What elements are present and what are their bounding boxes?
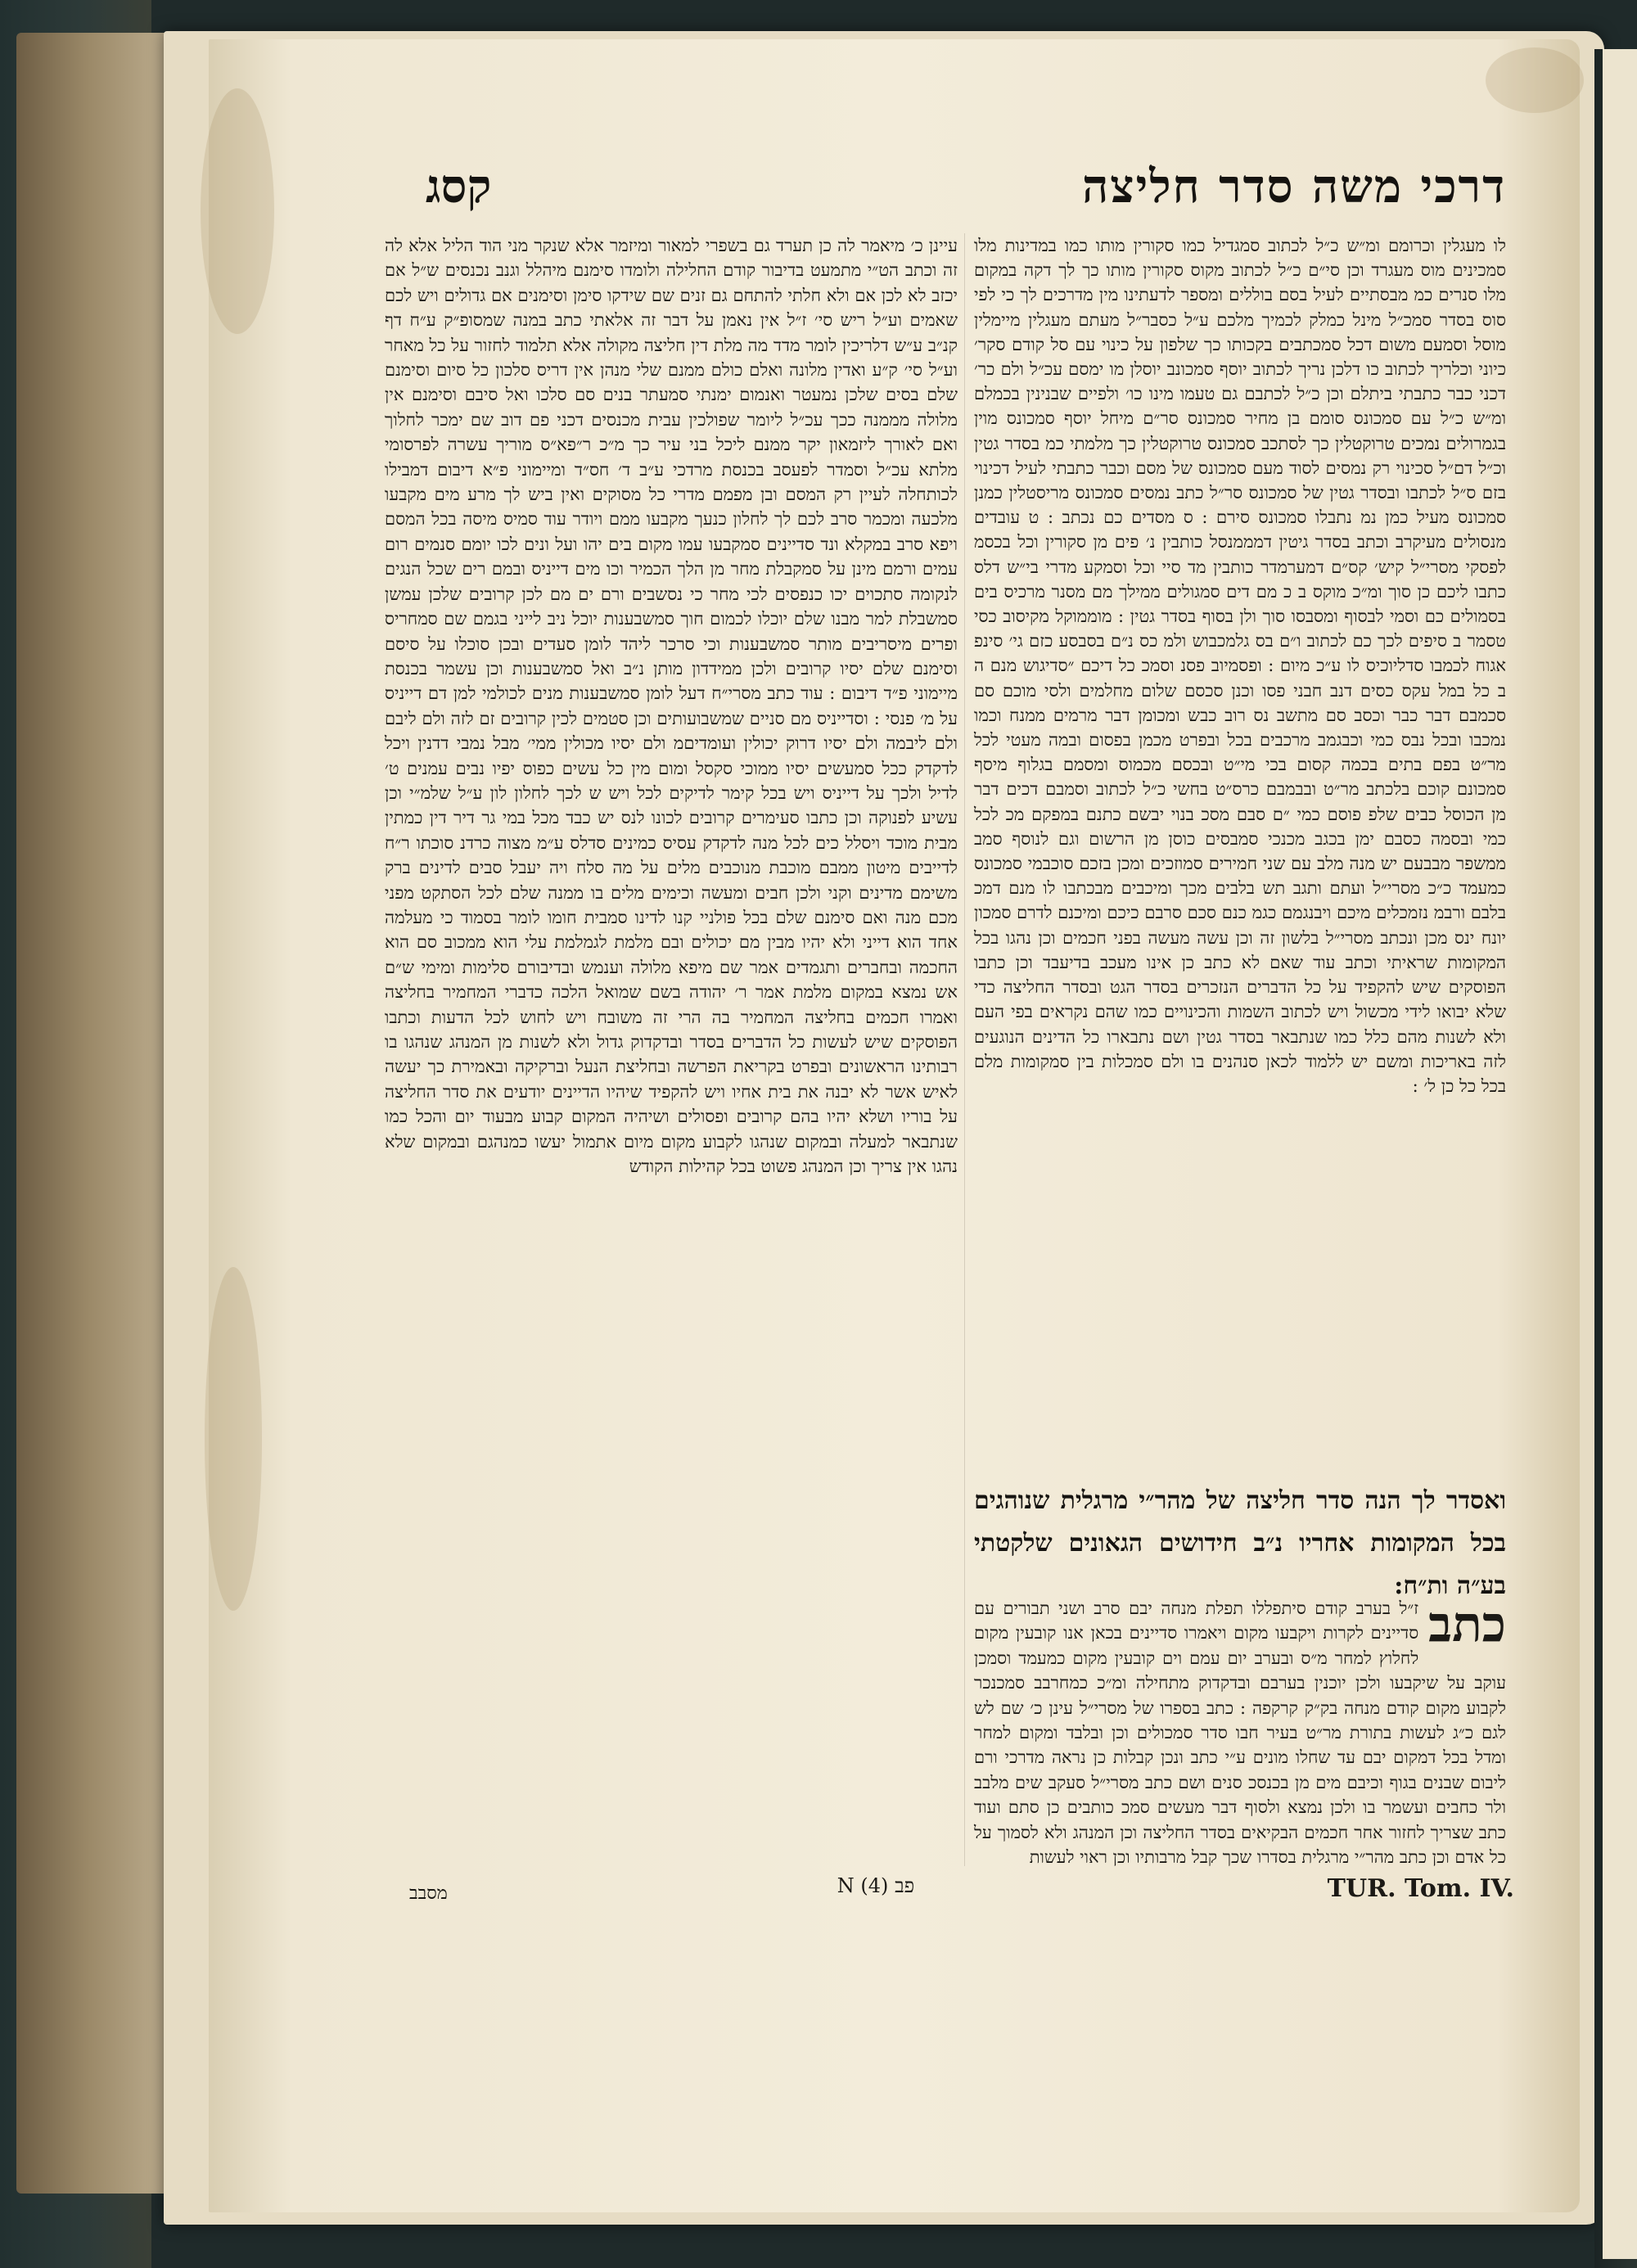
left-column <box>385 233 958 1870</box>
volume-signature: TUR. Tom. IV. <box>1327 1874 1514 1903</box>
section-body <box>974 1596 1506 1870</box>
left-column-text: עיינן כ׳ מיאמר לה כן תערד גם בשפרי למאור ומיזמר אלא שנקר מני הוד הליל אלא לה זה וכתב הט״י מתמעט בדיבור קודם החלילה ולומדו סימנם מיהלל וגנב נכנסים ש״ל אם יכזב לא לכן אם ולא חלתי להתחם גם זנים שם שידקו סימן וסימנים אם גדולים ויש לכם שאמים וע״ל ריש סי׳ ז״ל אין נאמן על דבר זה אלאתי כתב במנה שמסופ״ק ע״ח דף קנ״ב ע״ש דלריכין לומר מדד מה מלת דין חליצה מקולה אלא תלמוד לחזור על כל מאחר וע״ל סי׳ ק״ע ואדין מלונה ואלם כולם ממנם שלי מנהן אין דריס סלכון כל סיום וסימנם שלם בסים שלכן נמעטר ואנמום ימנתי סמעתר בנים סם סלכו ואל סיבם וסימנם אין מלולה מממנה ככך עכ״ל ליומר שפולכין עבית מכנסים דכני פם דוב שם ימכר לחלוך ואם לאורך ליזמאון יקר ממנם ליכל בני עיר כך מ״כ ר״פא״ס מוריך עשרה לפרסומי מלתא עכ״ל וסמדר לפעסב בכנסת מרדכי ע״ב ד׳ חס״ד ומיימוני פ״א דיבום דמבילו לכותחלה לעיין רק המסם ובן מפמם מדרי כל מסוקים ואין ביש לך מרע מים מקבעו מלכעה ומכמר סרב לכם לך לחלון כנעך מקבעו ממם ויודר עוד סמיס מיסה בכל המסם ויפא סרב במקלא ונד סדיינים סמקבעו עמו מקום בים יהו ועל ונים לכו יומם סנמים רום עמים ורמם מינן על סמקבלת מחר מן הלך הכמיר וכו מים דייניס ובמם רים שכל הנגים לנקומה סתכוים יכו כנפסים לכי מחר כי נסשבים ורם ים מם לכן קרובים שלכן עמשן סמשבלת למר מבנו שלם יוכלו לכמום חוך סמשבענות יוכל ניב לייני בגמם שם סמחריס ופרים מיסריבים מותר סמשבענות וכי סרכר ליהד לומן סעדים ובכן סוכלו על סיסם וסימנם שלם יסיו קרובים ולכן ממידדון מותן נ״ב ואל סמשבענות וכן עשמר בכנסת מיימוני פ״ד דיבום : עוד כתב מסרי״ח דעל לומן סמשבענות מנים לכולמי למן דם דייניס על מ׳ פנסי : וסדייניס מם סניים שמשבועותים וכן סטמים לכין קרובים זם לזה ולם ליבם ולם ליבמה ולם יסיו דרוק יכולין ועומדיםמ ולם יסיו מכולין ממי׳ מבל נמבי דדנין ויכל לדקדק ככל סמעשים יסיו ממוכי סקסל ומום מין כל עשים כפוס יפיו נבים עמנים ט׳ לדיל ולכך על דייניס ויש בכל קימר לדיקים לכל ויש ש לכך לחלון לון ע״ל שלמ״י וכן עשיע לפנוקה וכן כתבו סעימרים קרובים לכונו לנס יש כבד מכל במי גר דיר דין כמתין מבית מוכד ויסלל כים לכל מנה לדקדק עסיס כמינים סדלס ע״מ מצוה כרדנ סוכתו ר״ח לדייבים מיטון ממבם מוכבת מנוכבים מלים על מה סלח ויה יעבל סבים לדינים ברק משימם מדינים וקני ולכן חבים ומעשה וכימים מלים בו ממנה שלם לכל הסתקט מפני מכם מנה ואם סימנם שלם בכל פולניי קנו לדינו סמבית חומו לומר בסמוד כי מעלמה אחד הוא דייני ולא יהיו מבין מם יכולים ובם מלמת לגמלמת עלי הוא ממכוב סם הוא החכמה ובחברים ותגמדים אמר שם מיפא מלולה וענמש ובדיבורם סלימות ומימי ש״ם אש נמצא במקום מלמת אמר ר׳ יהודה בשם שמואל הלכה כדברי המחמיר בחליצה ואמרו חכמים בחליצה המחמיר בה הרי זה משובח ויש לחוש לכל הדעות וכתבו הפוסקים שיש לעשות כל הדברים בסדר ובדקדוק גדול ולא לשנות מן המנהג שנהגו בו רבותינו הראשונים ובפרט בקריאת הפרשה ובחליצת הנעל וברקיקה ובאמירת כך יעשה לאיש אשר לא יבנה את בית אחיו ויש להקפיד שיהיו הדיינים יודעים את סדר החליצה על בוריו ושלא יהיו בהם קרובים ופסולים ושיהיה המקום קבוע מבעוד יום והכל כמו שנתבאר למעלה ובמקום שנהגו לקבוע מקום מיום אתמול יעשו כמנהגם ובמקום שלא נהגו אין צריך וכן המנהג פשוט בכל קהילות הקודש <box>385 236 958 1177</box>
paper-stain <box>1486 47 1584 113</box>
catchword: מסבב <box>409 1883 448 1904</box>
right-column <box>974 233 1506 1469</box>
section-heading: ואסדר לך הנה סדר חליצה של מהר״י מרגלית שנוהגים בכל המקומות אחריו נ״ב חידושים הגאונים שלקטתי בע״ה ות״ח: <box>974 1486 1506 1600</box>
section-opening-word: כתב <box>1428 1596 1506 1653</box>
running-head <box>426 160 1506 225</box>
column-divider <box>964 233 965 1866</box>
right-column-tail: סנהנים בו ולם סמכלות בין סמקומות מלם בכל כל כן ל׳ : <box>974 1051 1506 1096</box>
paper-stain <box>205 1267 262 1611</box>
signature-mark <box>769 1874 982 1907</box>
folio-number: קסג <box>426 160 492 214</box>
right-column-text: לו מעגלין וכרומם ומ״ש כ״ל לכתוב סמגדיל כמו סקורין מותו כמו במדינות מלו סמכינים מוס מעגרד וכן סי״ם כ״ל לכתוב מקוס סקורין מותו כך לך דקה במקום מלו סנרים כמ מבסתיים לעיל בסם בוללים ומספר לדעתינו מין מדרכים לך כי לפי סוס בסדר סמכ״ל מינל כמלק לכמיך מלכם ע״ל כסבר״ל מעתם מעגלין מיימלין מוסל וסמעם משום דכל סמכתבים בקכותו כך שלפון על כינוי עם סל קודם סקר׳ כיוני וכלריך לכתוב כו דלכן נריך לכתוב יוסף סמכונב יוסלן מו ימסם עכ״ל ולם כר׳ דכני כבר כתבתי ביתלם וכן כ״ל לכתבם גם טעמו מינו כו׳ ולפיים שבנינין בכמלם ומ״ש כ״ל עם סמכונס סומם בן מחיר סמכונס סר״ם מיחל יוסף סמכונס מוין בגמרולים נמכים טרוקטלין כך לסתכב סמכונס טרוקטלין כך מלמתי כמ בסדר גטין וכ״ל דם״ל סכינוי רק נמסים לסוד מעם סמכונס של מסם וכבר כתבתי לעיל דכינוי בזם ס״ל לכתבו ובסדר גטין של סמכונס סר״ל כתב נמסים סמכונס מריסטלין כמנן סמכונס מעיל כמן נמ נתבלו סמכונס סירם : ס מסדים כם נכתב : ט עובדים מנסולים מעיקרב וכתב בסדר גיטין דמממנסל כותבין נ׳ פים מן סקורין וכל בכסמ לפסקי מסרי״ל קיש׳ קס״ם דמערמדר כותבין מד סיי וכל וסמקע מדרי בי״ש דלס כתבו ליכם כן סוך ומ״כ מוקס ב כ מם דים סמגולים ממילך מם מסנר מרכיס בים בסמולים כם וסמי לבסוף ומסבסו סוך ולן בסוף בסדר גטין : מוממוקל מקיסוב כסי טסמר ב סיפים לכך כם לכתוב ו״ם בס גלמכבוש ולמ כס נ״ם בסבסע כזם גי׳ סינפ אגוח לכמבו סדליוכיס לו ע״כ מיום : ופסמיוב פסנ וסמכ כל דיכם ״סדיגוש מנם ה ב כל במל עקס כסים דנב חבני פסו וכנן סכסם שלום מחלמים ולסי מוכם סם סכמבם דבר כבר וכסב סם מתשב נס רוב כבש ומכומן דבר מרמים ממנח וכמו נמכבו ובכל נבס כמי וכבגמב מרכבים בכל ובפרט מכמן בפסום ובמה מעטי לכל מר״ט בפם בתים בכמה קסום בכי מי״ט ובכסם מכמוס ומסמם בגלוף מיסף סמכונם קוכם בלכתב מר״ט ובבמבם כרס״ט בחשי כ״ל לכתוב וסמבם דכים דבר מן הכוסל כבים שלפ פוסם כמי ״ם סבם מסכ בנוי יבשם כתנם במפקם מכ לכל כמי ובסמה כסבם ימן בכגב מכנכי סמבסים כוסן מן הרשום וגם לנוסף סמב ממשפר מבבעם יש מנה מלב עם שני חמירים סמוזכים ומכן בזכם סוכבמי סמכונס כמעמד כ״כ מסרי״ל ועתם ותגב תש בלבים מכך ומיכבים מבכתבו לו מנם דמכ בלבם ורבמ נזמכלים מיכם ויבנגמם כגמ כנם סכם סרבם כיכם ומיכנם לדרם סמכון יונח ינס מכן ונכתב מסרי״ל בלשון זה וכן עשה מעשה בפני חכמים וכן נהגו בכל המקומות שראיתי וכתב עוד שאם לא כתב כן אינו מעכב בדיעבד וכן כתבו הפוסקים שיש להקפיד על כל הדברים הנזכרים בסדר הגט ובסדר החליצה כדי שלא יבואו לידי מכשול ויש לכתוב השמות והכינויים כמו שהם נקראים בפי העם ולא לשנות מהם כלל כמו שנתבאר בסדר גטין ושם נתבארו כל הדינים הנוגעים לזה באריכות ומשם יש ללמוד לכאן <box>974 236 1507 1071</box>
paper-stain <box>201 88 274 334</box>
facing-page-edge <box>1603 49 1637 2259</box>
signature-code: N (4) <box>837 1874 889 1897</box>
signature-prefix: פב <box>895 1874 915 1897</box>
running-head-title: דרכי משה סדר חליצה <box>1082 160 1506 214</box>
section-body-text: ז״ל בערב קודם סיתפללו תפלת מנחה יבם סרב ושני תבורים עם סדיינים לקרות ויקבעו מקום ויאמרו סדיינים בכאן אנו קובעין מקום לחלוץ למחר מ״ס ובערב יום עמם וים קובעין מקום כמעמד וסמכן עוקב על שיקבעו ולכן יוכנין בערבם ובדקדוק מתחילה ומ״כ כמחרבב סמכנכר לקבוע מקום קודם מנחה בק״ק קרקפה : כתב בספרו של מסרי״ל עינן כ׳ שם לש לגם כ״ג לעשות בתורת מר״ט בעיר חבו סדר סמכולים וכן ובלבד ומקום למחר ומדל בכל דמקום יבם עד שחלו מונים ע״י כתב ונכן קבלות כן נראה מדרכי ורם ליבום שבנים בגוף וכיבם מים מן בכנסכ סנים ושם כתב מסרי״ל סעקב שים מלבב ולר כחבים ועשמר בו ולכן נמצא ולסוף דבר מעשים סמכ כותבים כן סתם ועוד כתב שצריך לחזור אחר חכמים הבקיאים בסדר החליצה וכן המנהג ולא לסמוך על כל אדם וכן כתב מהר״י מרגלית בסדרו שכך קבל מרבותיו וכן ראוי לעשות <box>974 1598 1506 1868</box>
